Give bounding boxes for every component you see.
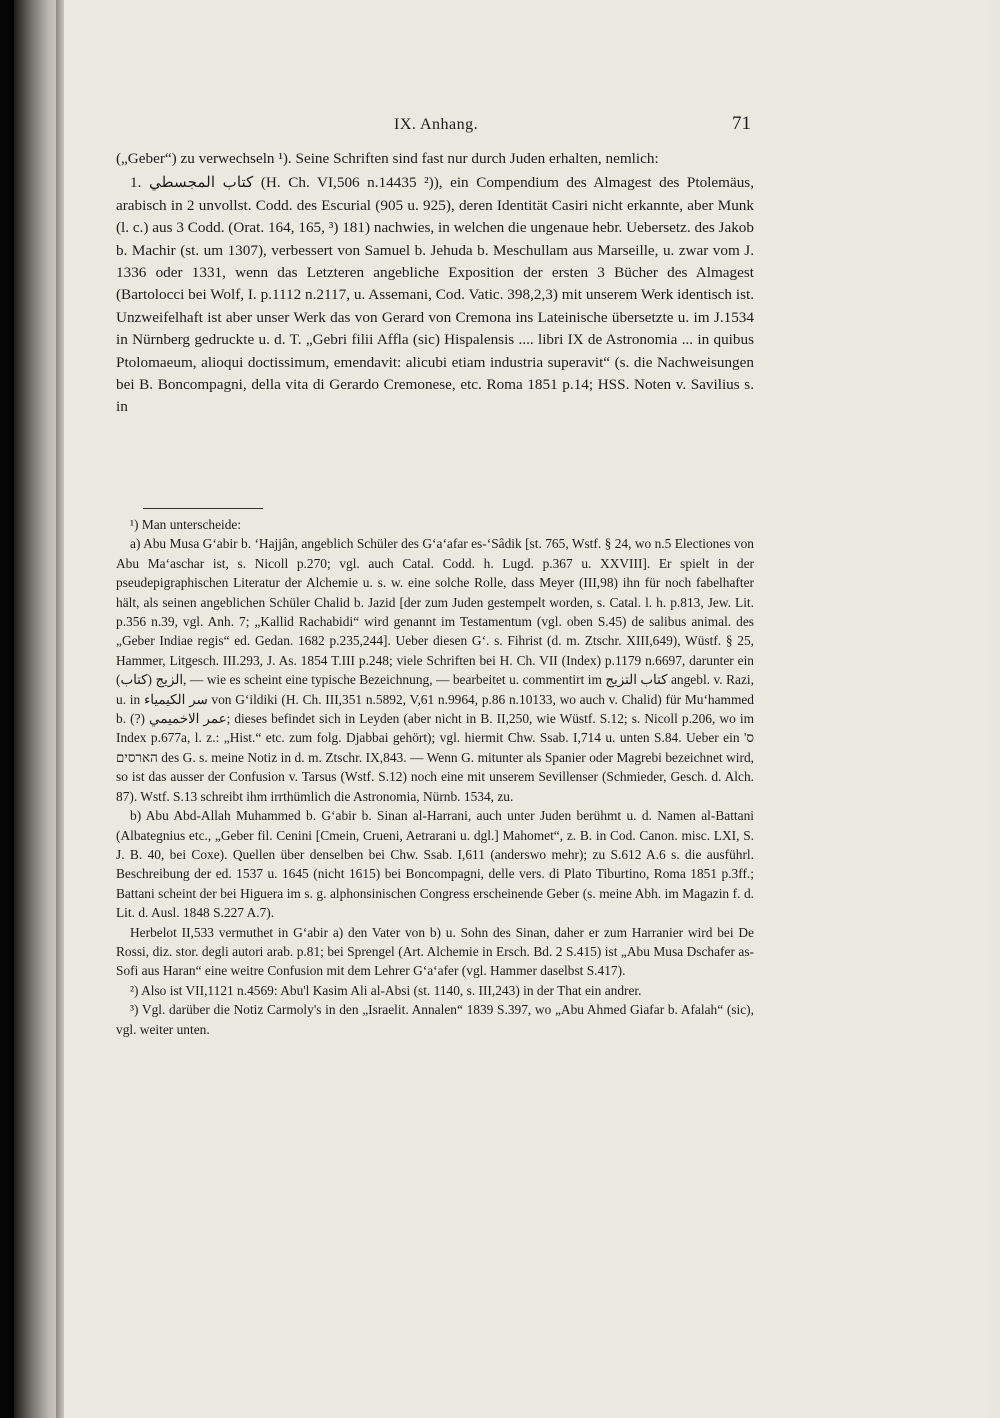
main-text [116, 148, 754, 419]
footnote-3: ³) Vgl. darüber die Notiz Carmoly's in den „Israelit. Annalen“ 1839 S.397, wo „Abu Ahmed Giafar b. Afalah“ (sic), vgl. weiter unten. [116, 1002, 754, 1037]
facing-page-edge [14, 0, 60, 1418]
footnote-2: ²) Also ist VII,1121 n.4569: Abu'l Kasim Ali al-Absi (st. 1140, s. III,243) in der That ein andrer. [130, 982, 642, 998]
paragraph-almagest: 1. كتاب المجسطي (H. Ch. VI,506 n.14435 ²)), ein Compendium des Almagest des Ptolemäus, arabisch in 2 unvollst. Codd. des Escurial (905 u. 925), deren Identität Casiri nicht erkannte, aber Munk (l. c.) aus 3 Codd. (Orat. 164, 165, ³) 181) nachwies, in welchen die ungenaue hebr. Uebersetz. des Jakob b. Machir (st. um 1307), verbessert von Samuel b. Jehuda b. Meschullam aus Marseille, u. zwar vom J. 1336 oder 1331, wenn das Letzteren angebliche Exposition der ersten 3 Bücher des Almagest (Bartolocci bei Wolf, I. p.1112 n.2117, u. Assemani, Cod. Vatic. 398,2,3) mit unserem Werk identisch ist. Unzweifelhaft ist aber unser Werk das von Gerard von Cremona ins Lateinische übersetzte u. im J.1534 in Nürnberg gedruckte u. d. T. „Gebri filii Affla (sic) Hispalensis .... libri IX de Astronomia ... in quibus Ptolomaeum, alioqui doctissimum, emendavit: alicubi etiam industria superavit“ (s. die Nachweisungen bei B. Boncompagni, della vita di Gerardo Cremonese, etc. Roma 1851 p.14; HSS. Noten v. Savilius s. in [116, 174, 755, 416]
page-shadow [984, 0, 1000, 1418]
running-header: IX. Anhang. [394, 116, 479, 133]
show-through-text [204, 0, 904, 120]
footnote-1c: Herbelot II,533 vermuthet in G‘abir a) den Vater von b) u. Sohn des Sinan, daher er zum Harranier wird bei De Rossi, diz. stor. degli autori arab. p.81; bei Sprengel (Art. Alchemie in Ersch. Bd. 2 S.415) ist „Abu Musa Dschafer as-Sofi aus Haran“ eine weitre Confusion mit dem Lehrer G‘a‘afer (vgl. Hammer daselbst S.417). [116, 924, 754, 979]
footnote-rule [143, 508, 263, 509]
footnote-1b: b) Abu Abd-Allah Muhammed b. G‘abir b. Sinan al-Harrani, auch unter Juden berühmt u. d. Namen al-Battani (Albategnius etc., „Geber fil. Cenini [Cmein, Crueni, Aetrarani u. dgl.] Mahomet“, z. B. in Cod. Canon. misc. LXI, S. J. B. 40, bei Coxe). Quellen über denselben bei Chw. Ssab. I,611 (anderswo mehr); zu S.612 A.6 s. die ausführl. Beschreibung der ed. 1537 u. 1645 (nicht 1615) bei Boncompagni, delle vers. di Plato Tiburtino, Roma 1851 p.3ff.; Battani scheint der bei Higuera im s. g. alphonsinischen Congress erscheinende Geber (s. meine Abh. im Magazin f. d. Lit. d. Ausl. 1848 S.227 A.7). [116, 808, 754, 921]
footnotes [116, 515, 754, 1039]
footnote-1a: a) Abu Musa G‘abir b. ‘Hajjân, angeblich Schüler des G‘a‘afar es-‘Sâdik [st. 765, Wstf. § 24, wo n.5 Electiones von Abu Ma‘aschar ist, s. Nicoll p.270; vgl. auch Catal. Codd. h. Lugd. p.367 u. XXVIII]. Er spielt in der pseudepigraphischen Literatur der Alchemie u. s. w. eine solche Rolle, dass Meyer (III,98) ihn für noch fabelhafter hält, als seinen angeblichen Schüler Chalid b. Jazid [der zum Juden gestempelt worden, s. Catal. l. h. p.813, Jew. Lit. p.356 n.39, vgl. Anh. 7; „Kallid Rachabidi“ wird genannt im Testamentum (vgl. oben S.45) de salibus animal. des „Geber Indiae regis“ ed. Gedan. 1682 p.235,244]. Ueber diesen G‘. s. Fihrist (d. m. Ztschr. XIII,649), Wüstf. § 25, Hammer, Litgesch. III.293, J. As. 1854 T.III p.248; viele Schriften bei H. Ch. VII (Index) p.1179 n.6697, darunter ein الزيج (كتاب), — wie es scheint eine typische Bezeichnung, — bearbeitet u. commentirt im كتاب التزيج angebl. v. Razi, u. in سر الكيمياء von G‘ildiki (H. Ch. III,351 n.5892, V,61 n.9964, p.86 n.10133, wo auch v. Chalid) für Mu‘hammed b. (?) عمر الاخميمي; dieses befindet sich in Leyden (aber nicht in B. II,250, wie Wüstf. S.12; s. Nicoll p.206, wo im Index p.677a, l. z.: „Hist.“ etc. zum folg. Djabbai gehört); vgl. hiermit Chw. Ssab. I,714 u. unten S.84. Ueber ein ס' הארסים des G. s. meine Notiz in d. m. Ztschr. IX,843. — Wenn G. mitunter als Spanier oder Magrebi bezeichnet wird, so ist das ausser der Confusion v. Tarsus (Wstf. S.12) noch eine mit unserem Sevillenser (Schmieder, Gesch. d. Alch. 87). Wstf. S.13 schreibt ihm irrthümlich die Astronomia, Nürnb. 1534, zu. [116, 536, 755, 804]
footnote-1-lead: ¹) Man unterscheide: [130, 517, 242, 532]
paragraph-intro: („Geber“) zu verwechseln ¹). Seine Schriften sind fast nur durch Juden erhalten, nemlich: [116, 150, 659, 167]
page-number: 71 [732, 113, 751, 134]
book-page [64, 0, 1000, 1418]
